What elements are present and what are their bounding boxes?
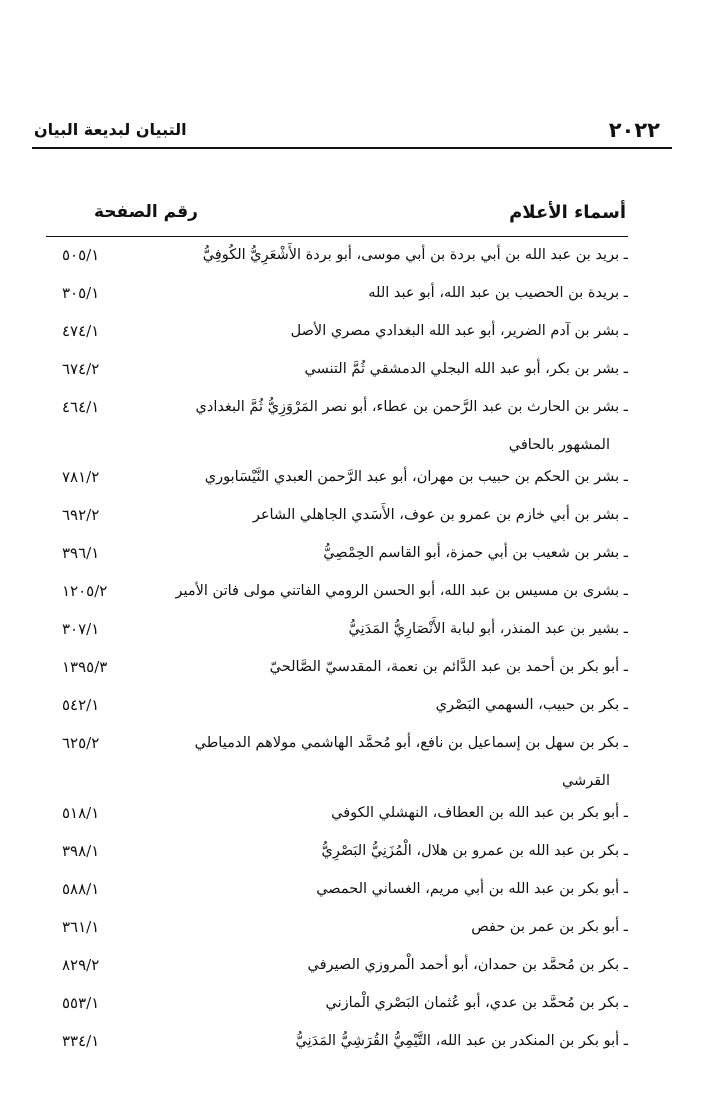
entry-page-ref: ٨٢٩/٢ bbox=[62, 956, 100, 974]
entry-name: ـ بكر بن سهل بن إسماعيل بن نافع، أبو مُحمَّد الهاشمي مولاهم الدمياطي القرشي bbox=[194, 735, 628, 789]
entry-page-ref: ٣٦١/١ bbox=[62, 918, 100, 936]
entry-page-ref: ٣٩٨/١ bbox=[62, 842, 100, 860]
entry-page-ref: ٤٦٤/١ bbox=[62, 398, 100, 416]
entry-name: ـ أبو بكر بن عبد الله بن العطاف، النهشلي الكوفي bbox=[331, 805, 628, 821]
entry-name: ـ بشر بن آدم الضرير، أبو عبد الله البغدادي مصري الأصل bbox=[290, 323, 628, 339]
index-entry bbox=[46, 728, 628, 798]
entry-page-ref: ٥٥٣/١ bbox=[62, 994, 100, 1012]
table-header-rule bbox=[46, 236, 628, 237]
entry-name: ـ بشر بن بكر، أبو عبد الله البجلي الدمشقي ثُمَّ التنسي bbox=[304, 361, 628, 377]
names-column-heading: أسماء الأعلام bbox=[509, 202, 626, 223]
entry-page-ref: ٣٠٧/١ bbox=[62, 620, 100, 638]
index-entry bbox=[46, 798, 628, 836]
entry-page-ref: ٥٨٨/١ bbox=[62, 880, 100, 898]
entry-name: ـ بشير بن عبد المنذر، أبو لبابة الأَنْصَارِيُّ المَدَنِيُّ bbox=[348, 621, 628, 637]
index-entry bbox=[46, 500, 628, 538]
entry-page-ref: ٥١٨/١ bbox=[62, 804, 100, 822]
index-entry bbox=[46, 988, 628, 1026]
entry-page-ref: ٣٩٦/١ bbox=[62, 544, 100, 562]
entry-page-ref: ١٣٩٥/٣ bbox=[62, 658, 108, 676]
entry-name: ـ بكر بن عبد الله بن عمرو بن هلال، الْمُزَنِيُّ البَصْرِيُّ bbox=[321, 843, 628, 859]
header-rule bbox=[32, 147, 672, 149]
index-entry bbox=[46, 836, 628, 874]
index-entry bbox=[46, 354, 628, 392]
entry-name: ـ بشر بن أبي خازم بن عمرو بن عوف، الأَسَدي الجاهلي الشاعر bbox=[252, 507, 628, 523]
entry-page-ref: ١٢٠٥/٢ bbox=[62, 582, 108, 600]
index-entry bbox=[46, 462, 628, 500]
entry-name: ـ بشرى بن مسيس بن عبد الله، أبو الحسن الرومي الفاتني مولى فاتن الأمير bbox=[175, 583, 628, 599]
entry-page-ref: ٦٢٥/٢ bbox=[62, 734, 100, 752]
entry-page-ref: ٥٤٢/١ bbox=[62, 696, 100, 714]
index-table-header bbox=[46, 198, 628, 238]
index-entry bbox=[46, 240, 628, 278]
entry-name: ـ أبو بكر بن عبد الله بن أبي مريم، الغساني الحمصي bbox=[316, 881, 628, 897]
page-column-heading: رقم الصفحة bbox=[94, 202, 198, 222]
index-entry bbox=[46, 874, 628, 912]
entry-name: ـ أبو بكر بن المنكدر بن عبد الله، التَّيْمِيُّ القُرَشِيُّ المَدَنِيُّ bbox=[295, 1033, 628, 1049]
index-entry bbox=[46, 690, 628, 728]
entry-page-ref: ٣٠٥/١ bbox=[62, 284, 100, 302]
entry-page-ref: ٧٨١/٢ bbox=[62, 468, 100, 486]
entry-page-ref: ٦٧٤/٢ bbox=[62, 360, 100, 378]
index-entry bbox=[46, 614, 628, 652]
entry-page-ref: ٦٩٢/٢ bbox=[62, 506, 100, 524]
index-entry bbox=[46, 950, 628, 988]
entry-page-ref: ٣٣٤/١ bbox=[62, 1032, 100, 1050]
entry-page-ref: ٤٧٤/١ bbox=[62, 322, 100, 340]
entry-name: ـ بكر بن مُحمَّد بن حمدان، أبو أحمد الْمروزي الصيرفي bbox=[307, 957, 628, 973]
entry-name: ـ بريدة بن الحصيب بن عبد الله، أبو عبد الله bbox=[368, 285, 628, 301]
book-title: التبيان لبديعة البيان bbox=[34, 120, 187, 139]
entry-name: ـ بشر بن شعيب بن أبي حمزة، أبو القاسم الحِمْصِيُّ bbox=[323, 545, 628, 561]
index-entry bbox=[46, 392, 628, 462]
index-entry bbox=[46, 576, 628, 614]
page-number: ٢٠٢٢ bbox=[608, 118, 660, 142]
index-entry bbox=[46, 278, 628, 316]
entry-name: ـ أبو بكر بن أحمد بن عبد الدَّائم بن نعمة، المقدسيّ الصَّالحيّ bbox=[269, 659, 628, 675]
entry-name: ـ بشر بن الحكم بن حبيب بن مهران، أبو عبد الرَّحمن العبدي النَّيْسَابوري bbox=[204, 469, 628, 485]
entry-name: ـ بكر بن حبيب، السهمي البَصْري bbox=[435, 697, 628, 713]
index-entry bbox=[46, 1026, 628, 1064]
entry-name: ـ أبو بكر بن عمر بن حفص bbox=[471, 919, 628, 935]
running-header bbox=[32, 112, 672, 148]
index-entry bbox=[46, 316, 628, 354]
entry-name: ـ بشر بن الحارث بن عبد الرَّحمن بن عطاء، أبو نصر المَرْوَزِيُّ ثُمَّ البغدادي المشهور بالحافي bbox=[195, 399, 628, 453]
index-entry bbox=[46, 652, 628, 690]
index-entry bbox=[46, 538, 628, 576]
index-entries bbox=[46, 240, 628, 1064]
entry-name: ـ بريد بن عبد الله بن أبي بردة بن أبي موسى، أبو بردة الأَشْعَرِيُّ الكُوفِيُّ bbox=[202, 247, 628, 263]
entry-page-ref: ٥٠٥/١ bbox=[62, 246, 100, 264]
entry-name: ـ بكر بن مُحمَّد بن عدي، أبو عُثمان البَصْري الْمازني bbox=[325, 995, 628, 1011]
index-entry bbox=[46, 912, 628, 950]
